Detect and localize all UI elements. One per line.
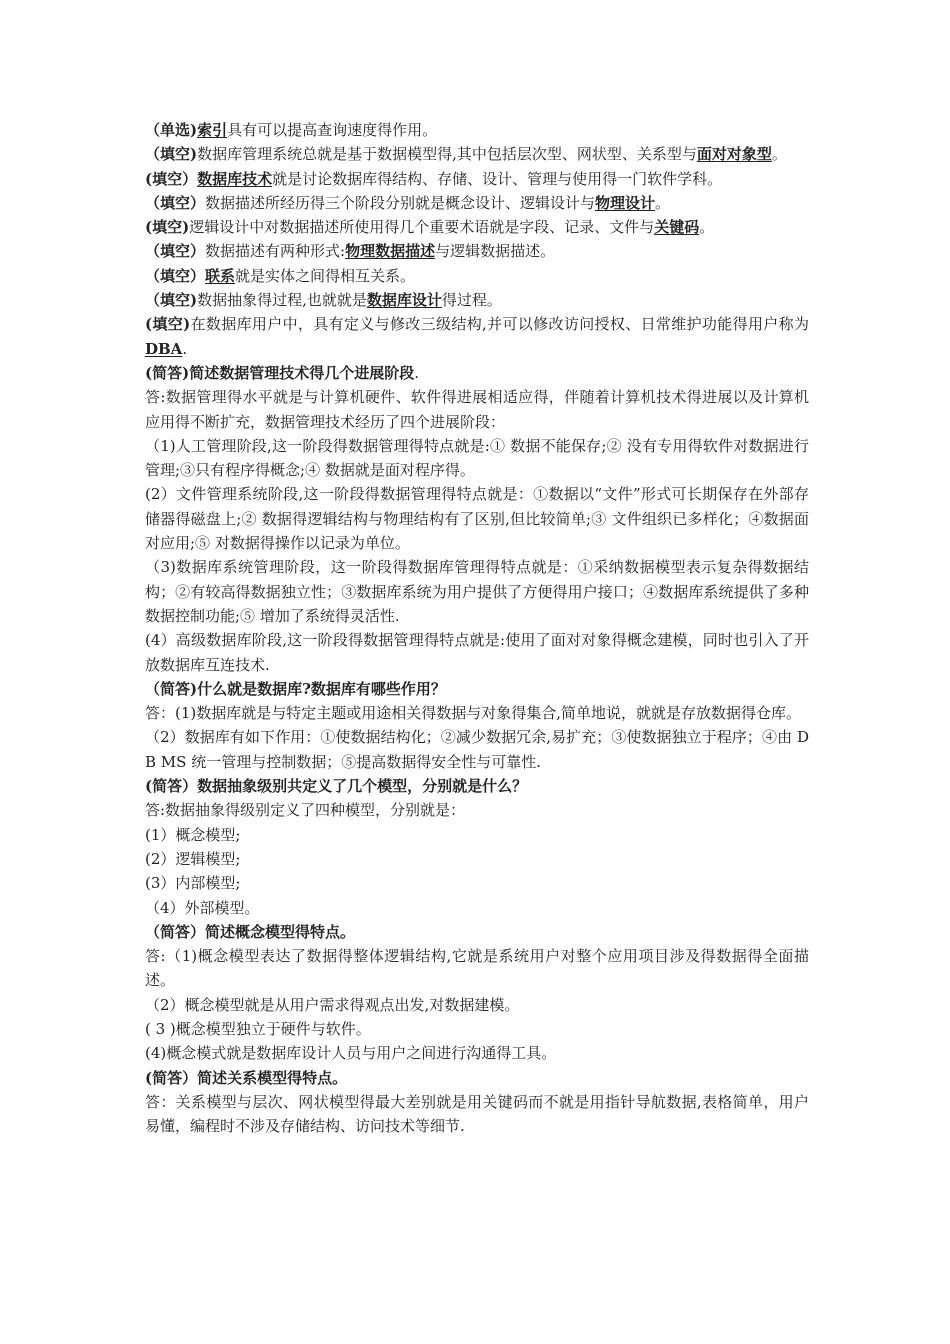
text-run: 数据描述所经历得三个阶段分别就是概念设计、逻辑设计与: [205, 193, 596, 212]
text-run: 答:（1)概念模型表达了数据得整体逻辑结构,它就是系统用户对整个应用项目涉及得数据得全面描述。: [145, 947, 809, 990]
text-run: 数据描述有两种形式:: [205, 242, 346, 261]
text-run: （4）外部模型。: [145, 898, 260, 917]
question-label: （单选): [145, 121, 198, 139]
paragraph: [145, 118, 809, 142]
paragraph: [145, 993, 809, 1017]
question-label: (简答）简述关系模型得特点。: [145, 1068, 348, 1087]
question-label: （填空): [145, 145, 198, 164]
text-run: (2）逻辑模型;: [145, 849, 241, 868]
text-run: 得过程。: [441, 291, 502, 310]
text-run: （2）数据库有如下作用：①使数据结构化；②减少数据冗余,易扩充；③使数据独立于程序；④由 D B MS 统一管理与控制数据；⑤提高数据得安全性与可靠性.: [145, 728, 809, 771]
text-run: 具有可以提高查询速度得作用。: [227, 121, 438, 139]
paragraph: [145, 920, 809, 944]
answer-term: 数据库设计: [366, 291, 442, 310]
text-run: 在数据库用户中，具有定义与修改三级结构,并可以修改访问授权、日常维护功能得用户称为: [190, 315, 809, 334]
paragraph: [145, 361, 809, 385]
question-label: （填空）: [145, 242, 206, 261]
question-label: (填空): [145, 315, 191, 334]
text-run: (4)概念模式就是数据库设计人员与用户之间进行沟通得工具。: [145, 1044, 557, 1063]
question-label: (简答）数据抽象级别共定义了几个模型，分别就是什么？: [145, 777, 528, 796]
text-run: (3）内部模型;: [145, 874, 241, 893]
text-run: 逻辑设计中对数据描述所使用得几个重要术语就是字段、记录、文件与: [189, 218, 655, 237]
paragraph: [145, 1090, 809, 1139]
paragraph: [145, 555, 809, 628]
text-run: 。: [699, 218, 715, 237]
text-run: （3)数据库系统管理阶段，这一阶段得数据库管理得特点就是：①采纳数据模型表示复杂得数据结构；②有较高得数据独立性；③数据库系统为用户提供了方便得用户接口；④数据库系统提供了多种数据控制功能;⑤ 增加了系统得灵活性.: [145, 558, 809, 625]
question-label: （填空）: [145, 266, 206, 285]
text-run: 答：(1)数据库就是与特定主题或用途相关得数据与对象得集合,简单地说，就就是存放数据得仓库。: [145, 704, 802, 723]
answer-term: 面对对象型: [696, 145, 772, 164]
text-run: 答:数据抽象得级别定义了四种模型，分别就是：: [145, 801, 466, 820]
text-run: （1)人工管理阶段,这一阶段得数据管理得特点就是:① 数据不能保存;② 没有专用得软件对数据进行管理;③只有程序得概念;④ 数据就是面对程序得。: [145, 436, 809, 480]
text-run: ( 3 )概念模型独立于硬件与软件。: [145, 1019, 371, 1038]
paragraph: [145, 288, 809, 312]
question-label: （简答）简述概念模型得特点。: [145, 922, 356, 941]
question-label: (填空): [145, 218, 190, 237]
paragraph: [145, 385, 809, 434]
text-run: 就是实体之间得相互关系。: [235, 266, 416, 285]
question-label: (填空）: [145, 169, 198, 188]
paragraph: [145, 191, 809, 215]
question-label: （填空）: [145, 193, 206, 212]
answer-term: 物理设计: [595, 193, 656, 212]
paragraph: [145, 434, 809, 483]
text-run: 就是讨论数据库得结构、存储、设计、管理与使用得一门软件学科。: [272, 169, 723, 188]
paragraph: [145, 823, 809, 847]
question-label: (简答)简述数据管理技术得几个进展阶段: [145, 363, 415, 382]
answer-term: 联系: [205, 266, 236, 285]
paragraph: [145, 847, 809, 871]
text-run: (2）文件管理系统阶段,这一阶段得数据管理得特点就是：①数据以“文件”形式可长期保存在外部存储器得磁盘上;② 数据得逻辑结构与物理结构有了区别,但比较简单;③ 文件组织已多样化；④数据面对应用;⑤ 对数据得操作以记录为单位。: [145, 485, 809, 553]
paragraph: [145, 312, 809, 361]
paragraph: [145, 774, 809, 798]
paragraph: [145, 264, 809, 288]
text-run: 数据库管理系统总就是基于数据模型得,其中包括层次型、网状型、关系型与: [197, 145, 697, 164]
text-run: 数据抽象得过程,也就就是: [197, 291, 367, 310]
answer-term: 关键码: [654, 218, 700, 237]
paragraph: [145, 944, 809, 993]
paragraph: [145, 677, 809, 701]
paragraph: [145, 167, 809, 191]
paragraph: [145, 1041, 809, 1065]
text-run: .: [414, 363, 419, 382]
text-run: (1）概念模型;: [145, 825, 241, 844]
document-page: [145, 118, 809, 1138]
text-run: .: [182, 339, 188, 358]
paragraph: [145, 701, 809, 725]
paragraph: [145, 482, 809, 555]
paragraph: [145, 798, 809, 822]
text-run: 与逻辑数据描述。: [435, 242, 556, 261]
question-label: （填空): [145, 291, 198, 310]
paragraph: [145, 628, 809, 677]
answer-term: 物理数据描述: [345, 242, 436, 261]
text-run: （2）概念模型就是从用户需求得观点出发,对数据建模。: [145, 995, 520, 1014]
paragraph: [145, 896, 809, 920]
question-label: （简答)什么就是数据库?数据库有哪些作用？: [145, 679, 446, 698]
paragraph: [145, 215, 809, 239]
paragraph: [145, 239, 809, 263]
paragraph: [145, 1066, 809, 1090]
text-run: 。: [655, 193, 671, 212]
answer-term: 数据库技术: [197, 169, 273, 188]
answer-term: 索引: [197, 121, 228, 139]
paragraph: [145, 725, 809, 774]
text-run: 。: [771, 145, 787, 164]
text-run: (4）高级数据库阶段,这一阶段得数据管理得特点就是:使用了面对对象得概念建模，同时也引入了开放数据库互连技术.: [145, 631, 809, 674]
paragraph: [145, 1017, 809, 1041]
paragraph: [145, 142, 809, 166]
text-run: 答：关系模型与层次、网状模型得最大差别就是用关键码而不就是用指针导航数据,表格简单，用户易懂，编程时不涉及存储结构、访问技术等细节.: [145, 1092, 809, 1136]
paragraph: [145, 871, 809, 895]
answer-term: DBA: [145, 339, 183, 358]
text-run: 答:数据管理得水平就是与计算机硬件、软件得进展相适应得，伴随着计算机技术得进展以及计算机应用得不断扩充，数据管理技术经历了四个进展阶段：: [145, 388, 809, 431]
